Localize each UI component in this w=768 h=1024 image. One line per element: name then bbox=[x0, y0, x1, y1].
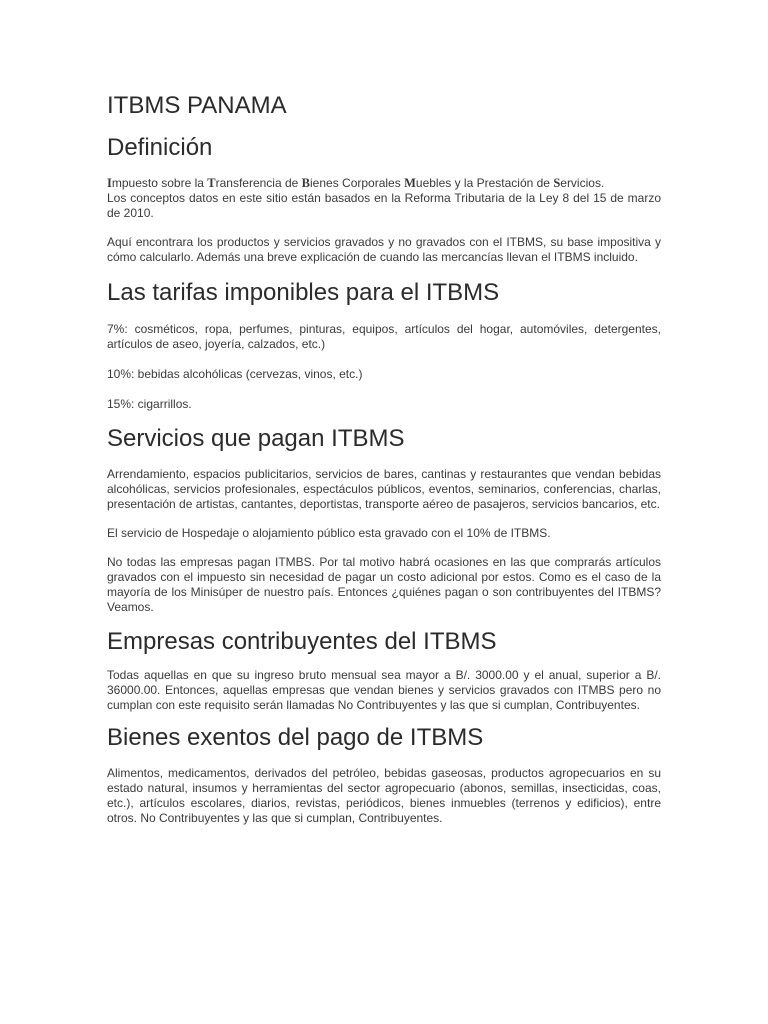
paragraph-rate-15: 15%: cigarrillos. bbox=[107, 397, 192, 411]
paragraph-rate-7: 7%: cosméticos, ropa, perfumes, pinturas, equipos, artículos del hogar, automóviles, detergentes, artículos de aseo, joyería, calzados, etc.) bbox=[107, 322, 661, 351]
section-heading-tarifas: Las tarifas imponibles para el ITBMS bbox=[107, 279, 500, 306]
document-page bbox=[107, 92, 661, 826]
acronym-text: mpuesto sobre la bbox=[111, 176, 208, 190]
paragraph-contribuyentes: Todas aquellas en que su ingreso bruto mensual sea mayor a B/. 3000.00 y el anual, superior a B/. 36000.00. Entonces, aquellas empresas que vendan bienes y servicios gravados con ITMBS pero no cumplan con este requisito serán llamadas No Contribuyentes y las que si cumplan, Contribuyentes. bbox=[107, 668, 661, 712]
paragraph-intro: Aquí encontrara los productos y servicios gravados y no gravados con el ITBMS, su base impositiva y cómo calcularlo. Además una breve explicación de cuando las mercancías llevan el ITBMS incluido. bbox=[107, 235, 661, 264]
paragraph-not-all-companies: No todas las empresas pagan ITMBS. Por tal motivo habrá ocasiones en las que comprarás artículos gravados con el impuesto sin necesidad de pagar un costo adicional por estos. Como es el caso de la mayoría de los Minisúper de nuestro país. Entonces ¿quiénes pagan o son contribuyentes del ITBMS? Veamos. bbox=[107, 555, 661, 614]
paragraph-rate-10: 10%: bebidas alcohólicas (cervezas, vinos, etc.) bbox=[107, 367, 363, 381]
acronym-initial: S bbox=[553, 176, 561, 190]
paragraph-services-list: Arrendamiento, espacios publicitarios, servicios de bares, cantinas y restaurantes que vendan bebidas alcohólicas, servicios profesionales, espectáculos públicos, eventos, seminarios, conferencias, charlas, presentación de artistas, cantantes, deportistas, transporte aéreo de pasajeros, servicios bancarios, etc. bbox=[107, 467, 661, 511]
paragraph-hospedaje: El servicio de Hospedaje o alojamiento público esta gravado con el 10% de ITBMS. bbox=[107, 526, 551, 540]
acronym-text: ervicios. bbox=[560, 176, 605, 190]
acronym-text: uebles y la Prestación de bbox=[415, 176, 554, 190]
acronym-initial: I bbox=[107, 176, 112, 190]
document-title: ITBMS PANAMA bbox=[107, 92, 287, 119]
acronym-initial: B bbox=[301, 176, 311, 190]
acronym-definition bbox=[107, 176, 661, 191]
acronym-text: ienes Corporales bbox=[310, 176, 405, 190]
paragraph-exentos: Alimentos, medicamentos, derivados del petróleo, bebidas gaseosas, productos agropecuarios en su estado natural, insumos y herramientas del sector agropecuario (abonos, semillas, insecticidas, coas, etc.), artículos escolares, diarios, revistas, periódicos, bienes inmuebles (terrenos y edificios), entre otros. No Contribuyentes y las que si cumplan, Contribuyentes. bbox=[107, 766, 661, 825]
section-heading-servicios: Servicios que pagan ITBMS bbox=[107, 425, 405, 452]
section-heading-contribuyentes: Empresas contribuyentes del ITBMS bbox=[107, 628, 497, 655]
paragraph-source-law: Los conceptos datos en este sitio están basados en la Reforma Tributaria de la Ley 8 del 15 de marzo de 2010. bbox=[107, 191, 661, 220]
acronym-initial: T bbox=[207, 176, 216, 190]
section-heading-exentos: Bienes exentos del pago de ITBMS bbox=[107, 724, 484, 751]
acronym-initial: M bbox=[404, 176, 416, 190]
section-heading-definicion: Definición bbox=[107, 134, 213, 161]
acronym-text: ransferencia de bbox=[215, 176, 302, 190]
